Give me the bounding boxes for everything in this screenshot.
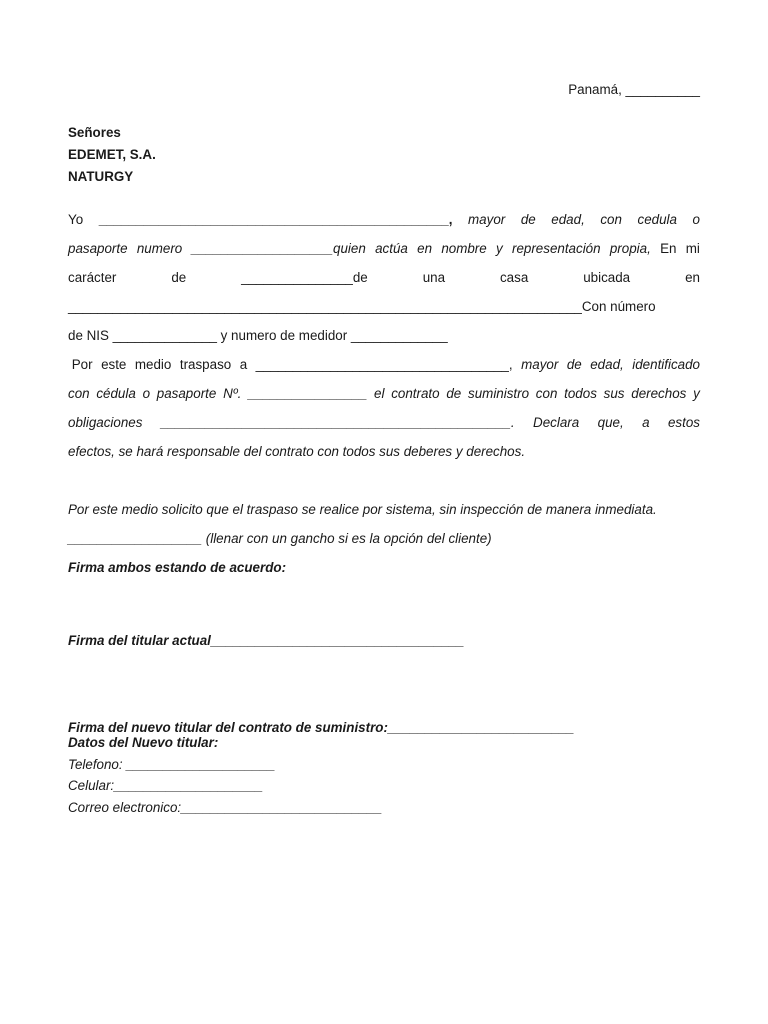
word: todos: [564, 386, 597, 401]
word: mayor: [521, 357, 559, 372]
word: obligaciones: [68, 415, 143, 430]
word: suministro: [468, 386, 530, 401]
para2-line-3: [68, 415, 700, 431]
word: que,: [597, 415, 624, 430]
request-line: Por este medio solicito que el traspaso se realice por sistema, sin inspección de manera inmediata.: [68, 502, 657, 517]
word: en: [417, 241, 433, 256]
word: medio: [134, 357, 172, 372]
para1-line-5: de NIS ______________ y numero de medidor _____________: [68, 328, 448, 343]
sign-new-holder: Firma del nuevo titular del contrato de suministro:_________________________: [68, 720, 575, 735]
word: casa: [499, 270, 529, 285]
para2-line-1: [68, 357, 700, 373]
blank: ________________: [248, 386, 368, 401]
word: con: [535, 386, 558, 401]
email-field: Correo electronico:___________________________: [68, 800, 383, 815]
word: pasaporte: [68, 241, 128, 256]
word: de: [520, 212, 536, 227]
word: identificado: [632, 357, 700, 372]
word: contrato: [391, 386, 440, 401]
cell-field: Celular:____________________: [68, 778, 264, 793]
word: a: [239, 357, 248, 372]
blank: __________________________________,: [255, 357, 513, 372]
para1-line-1: [68, 212, 700, 228]
word: este: [101, 357, 127, 372]
word: traspaso: [179, 357, 232, 372]
word: estos: [667, 415, 700, 430]
addressee-line-2: EDEMET, S.A.: [68, 147, 156, 162]
word: derechos: [631, 386, 687, 401]
para1-line-2: [68, 241, 700, 257]
word: y: [496, 241, 503, 256]
word: cedula: [637, 212, 677, 227]
word: representación: [511, 241, 601, 256]
word: de: [566, 357, 582, 372]
word: o: [692, 212, 700, 227]
word: cédula: [96, 386, 136, 401]
word: sus: [603, 386, 625, 401]
word: mayor: [468, 212, 506, 227]
addressee-line-3: NATURGY: [68, 169, 134, 184]
word: edad,: [590, 357, 624, 372]
word: y: [693, 386, 700, 401]
word: Declara: [533, 415, 580, 430]
word: Nº.: [223, 386, 242, 401]
word: Por: [68, 357, 93, 372]
para2-line-4: efectos, se hará responsable del contrato con todos sus deberes y derechos.: [68, 444, 526, 459]
para2-line-2: [68, 386, 700, 402]
word: o: [142, 386, 151, 401]
word: una: [422, 270, 446, 285]
checkbox-line: __________________ (llenar con un gancho si es la opción del cliente): [68, 531, 492, 546]
word: el: [374, 386, 385, 401]
word: numero: [136, 241, 183, 256]
word: edad,: [551, 212, 585, 227]
addressee-line-1: Señores: [68, 125, 121, 140]
blank: _______________________________________________.: [160, 415, 515, 430]
phone-field: Telefono: ____________________: [68, 757, 276, 772]
blank: ___________________quien: [191, 241, 366, 256]
word: nombre: [441, 241, 487, 256]
word: propia,: [609, 241, 651, 256]
blank: _______________________________________________,: [98, 212, 453, 227]
sign-agree-heading: Firma ambos estando de acuerdo:: [68, 560, 287, 575]
word: carácter: [68, 270, 117, 285]
word: a: [642, 415, 650, 430]
word: de: [446, 386, 462, 401]
word: de: [171, 270, 187, 285]
word: actúa: [375, 241, 408, 256]
para1-line-3: [68, 270, 700, 286]
para1-line-4: _____________________________________________________________________Con número: [68, 299, 656, 314]
blank: _______________de: [241, 270, 368, 285]
word: pasaporte: [156, 386, 217, 401]
word: En: [660, 241, 677, 256]
word: ubicada: [583, 270, 631, 285]
word: mi: [685, 241, 700, 256]
word: en: [685, 270, 700, 285]
sign-current-holder: Firma del titular actual__________________________________: [68, 633, 465, 648]
word: con: [600, 212, 622, 227]
word: con: [68, 386, 90, 401]
date-line: Panamá, __________: [568, 82, 700, 97]
new-holder-data-title: Datos del Nuevo titular:: [68, 735, 219, 750]
word: Yo: [68, 212, 84, 227]
